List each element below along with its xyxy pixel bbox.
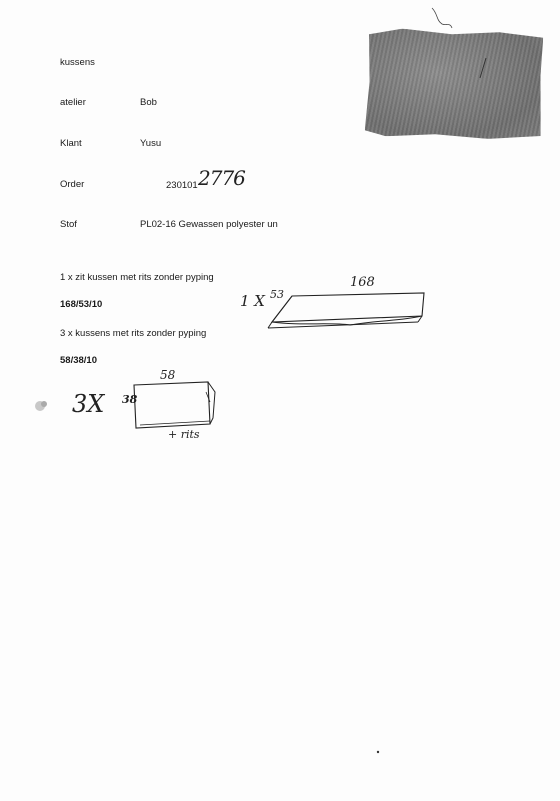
sketch-2-note: + rits: [168, 428, 200, 441]
field-label-klant: Klant: [60, 138, 82, 149]
sketch-1-width: 53: [270, 288, 284, 301]
sketch-1-qty: 1 X: [240, 292, 265, 310]
item-1-description: 1 x zit kussen met rits zonder pyping: [60, 272, 214, 283]
field-label-stof: Stof: [60, 219, 77, 230]
sketch-1-length: 168: [350, 275, 375, 290]
field-label-atelier: atelier: [60, 97, 86, 108]
field-value-klant: Yusu: [140, 138, 162, 149]
item-2-dimensions: 58/38/10: [60, 355, 97, 366]
order-handwritten-number: 2776: [198, 166, 245, 190]
sketch-2-height: 38: [122, 393, 138, 406]
document-title: kussens: [60, 57, 95, 68]
item-1-dimensions: 168/53/10: [60, 299, 103, 310]
sketch-2-length: 58: [160, 368, 176, 382]
item-2-description: 3 x kussens met rits zonder pyping: [60, 328, 207, 339]
field-value-stof: PL02-16 Gewassen polyester un: [140, 219, 278, 230]
field-value-order: 230101: [166, 180, 198, 191]
sketch-2-qty: 3X: [72, 390, 105, 418]
field-value-atelier: Bob: [140, 97, 157, 108]
field-label-order: Order: [60, 179, 85, 190]
